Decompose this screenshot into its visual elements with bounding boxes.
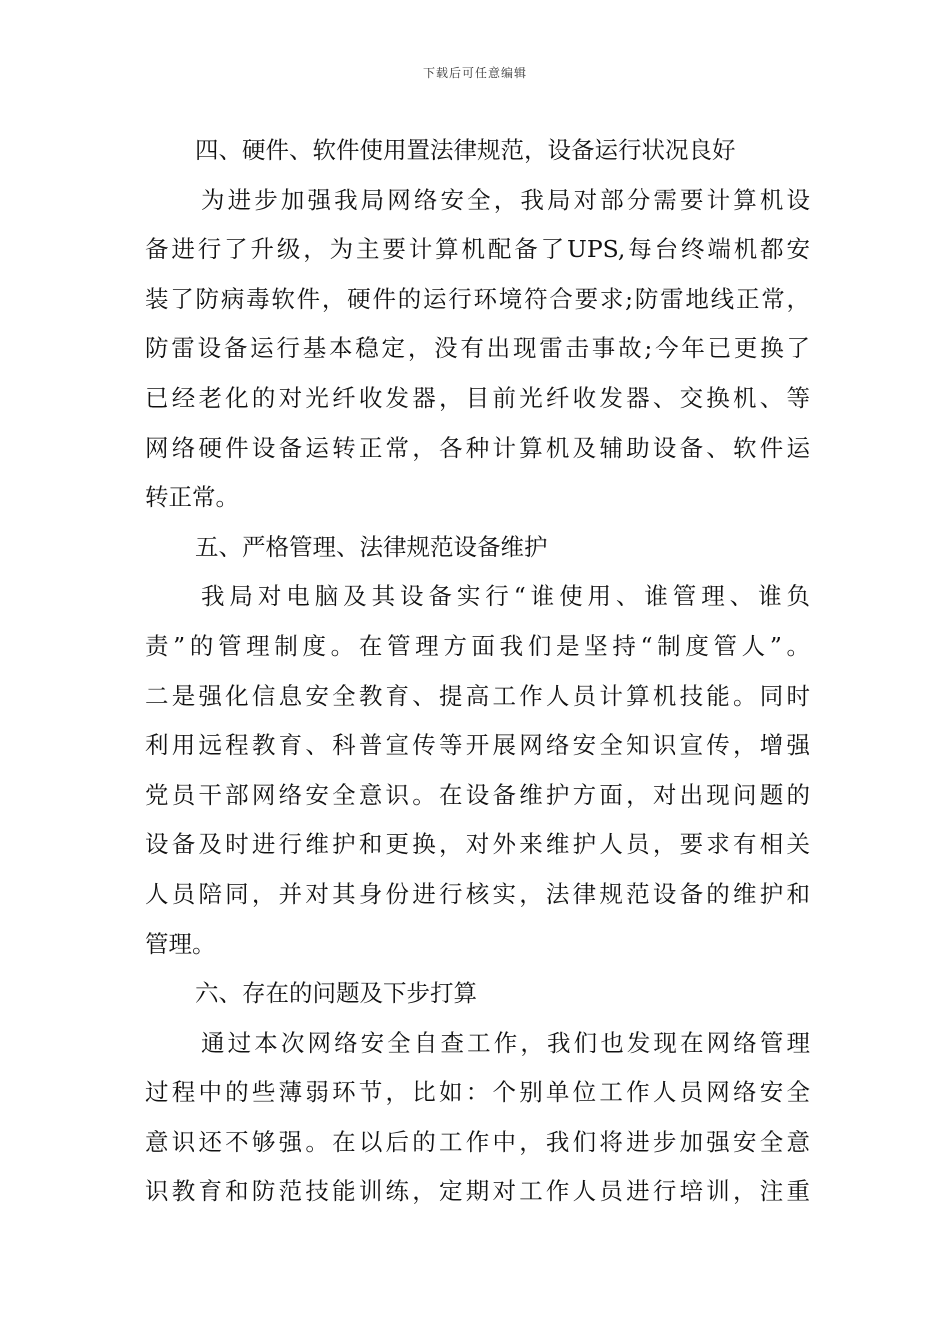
paragraph-line: 转正常。 <box>145 483 239 512</box>
section-heading-hardware-software: 四、硬件、软件使用置法律规范，设备运行状况良好 <box>195 136 736 164</box>
paragraph-line: 已经老化的对光纤收发器，目前光纤收发器、交换机、等 <box>145 383 810 412</box>
paragraph-line: 设备及时进行维护和更换，对外来维护人员，要求有相关 <box>145 830 810 859</box>
paragraph-line: 通过本次网络安全自查工作，我们也发现在网络管理 <box>201 1028 810 1057</box>
paragraph-line: 利用远程教育、科普宣传等开展网络安全知识宣传，增强 <box>145 731 810 760</box>
document-body <box>145 126 810 1217</box>
paragraph-line: 我局对电脑及其设备实行“谁使用、谁管理、谁负 <box>201 582 810 611</box>
paragraph-line: 意识还不够强。在以后的工作中，我们将进步加强安全意 <box>145 1127 810 1156</box>
paragraph-line: 为进步加强我局网络安全，我局对部分需要计算机设 <box>201 185 810 214</box>
paragraph-line: 人员陪同，并对其身份进行核实，法律规范设备的维护和 <box>145 879 810 908</box>
section-heading-management: 五、严格管理、法律规范设备维护 <box>195 532 548 561</box>
paragraph-line: 识教育和防范技能训练，定期对工作人员进行培训，注重 <box>145 1177 810 1206</box>
paragraph-line: 责”的管理制度。在管理方面我们是坚持“制度管人”。 <box>145 631 810 660</box>
paragraph-line: 二是强化信息安全教育、提高工作人员计算机技能。同时 <box>145 681 810 710</box>
paragraph-line: 过程中的些薄弱环节，比如：个别单位工作人员网络安全 <box>145 1078 810 1107</box>
paragraph-line: 备进行了升级，为主要计算机配备了UPS,每台终端机都安 <box>145 235 810 264</box>
paragraph-line: 防雷设备运行基本稳定，没有出现雷击事故;今年已更换了 <box>145 334 810 363</box>
section-heading-problems-plans: 六、存在的问题及下步打算 <box>195 979 477 1008</box>
paragraph-line: 装了防病毒软件，硬件的运行环境符合要求;防雷地线正常， <box>145 284 810 313</box>
paragraph-line: 管理。 <box>145 929 216 958</box>
paragraph-line: 党员干部网络安全意识。在设备维护方面，对出现问题的 <box>145 780 810 809</box>
paragraph-line: 网络硬件设备运转正常，各种计算机及辅助设备、软件运 <box>145 433 810 462</box>
header-note: 下载后可任意编辑 <box>422 66 527 80</box>
